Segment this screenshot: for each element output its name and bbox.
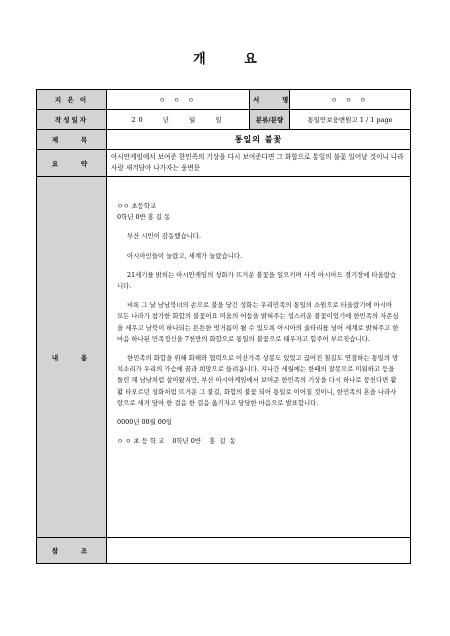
summary-label: 요 약 — [37, 150, 107, 177]
content-school: ㅇㅇ 초등학교 — [117, 202, 157, 210]
content-paragraph-5: 한민족의 화합을 위해 화해와 협력으로 이산가족 상봉도 있었고 끊어진 철길도 연결하는 통일의 망치소리가 우리의 가슴에 꿈과 희망으로 들려옵니다. 지나간 세월에는 한때의 잘못으로 미워하고 등을 돌린 채 남남처럼 살아왔지만, 부산 아시아게임에서 보여준 한민족의 기상을 다시 하나로 뭉친다면 활활 타오르던 성화처럼 뜨거운 그 불길, 화합의 불꽃 되어 통일로 이어질 것이니, 한민족의 혼을 나라사랑으로 새겨 담아 한 걸음 한 걸음 옮기자고 당당한 마음으로 발표합니다. — [117, 354, 399, 407]
reference-row — [37, 538, 411, 564]
subject-value: 통일의 불꽃 — [107, 130, 411, 150]
content-body — [107, 177, 411, 538]
content-row — [37, 177, 411, 538]
date-month-unit: 월 — [189, 116, 199, 124]
author-label: 지 은 이 — [37, 90, 107, 110]
date-day-unit: 일 — [215, 116, 225, 124]
name-label: 서 명 — [250, 90, 290, 110]
content-date-line: 0000년 00월 00일 — [117, 418, 173, 427]
name-value: ㅇ ㅇ ㅇ — [290, 90, 411, 110]
document-title — [0, 48, 450, 67]
subject-row — [37, 130, 411, 150]
date-value — [107, 110, 250, 130]
content-label: 내 용 — [37, 177, 107, 538]
summary-value: 아시안게임에서 보여준 한민족의 기상을 다시 보여준다면 그 화합으로 통일의 불꽃 일어날 것이니 나라사랑 새겨담아 나가자는 웅변문 — [107, 150, 411, 177]
content-paragraph-2: 아시아인들이 놀랐고, 세계가 놀랐습니다. — [127, 251, 243, 260]
subject-label: 제 목 — [37, 130, 107, 150]
content-class-name: 0학년 0반 홍 길 동 — [117, 213, 171, 222]
content-signature: ㅇ ㅇ 초 등 학 교 0학년 0반 홍 길 동 — [117, 437, 236, 446]
date-year: 20 — [131, 116, 146, 124]
content-paragraph-3: 21세기를 밝히는 아시안게임의 성화가 뜨거운 불꽃을 일으키며 사직 아시아드 경기장에 타올랐습니다. — [117, 270, 397, 291]
date-row — [37, 110, 411, 130]
author-row — [37, 90, 411, 110]
title-char-1: 개 — [193, 52, 206, 67]
title-char-2: 요 — [244, 52, 257, 67]
reference-label: 참 조 — [37, 538, 107, 564]
content-paragraph-4: 비록 그 날 남남북녀의 손으로 불을 당긴 성화는 우리민족의 통일의 소원으로 타올랐기에 아시아 모든 나라가 참가한 화합의 불꽃이요 미움의 어둠을 밝혀주는 성스러운 불꽃이었기에 한민족의 자존심을 세우고 남북이 하나되는 튼튼한 빗거름이 될 수 있도록 아시아의 울타리를 넘어 세계로 밝혀주고 한마음 하나된 민족정신을 7천만의 화합으로 통일의 불꽃으로 태우자고 힘주어 부르짖습니다. — [117, 301, 399, 343]
reference-value — [107, 538, 411, 564]
summary-row — [37, 150, 411, 177]
date-year-unit: 년 — [162, 116, 172, 124]
category-label: 분류/분량 — [250, 110, 290, 130]
overview-form-table — [36, 89, 411, 564]
date-label: 작성일자 — [37, 110, 107, 130]
content-paragraph-1: 부산 시민이 감동했습니다. — [127, 232, 202, 241]
author-value: ㅇ ㅇ ㅇ — [107, 90, 250, 110]
category-value: 통일안보웅변원고 1 / 1 page — [290, 110, 411, 130]
